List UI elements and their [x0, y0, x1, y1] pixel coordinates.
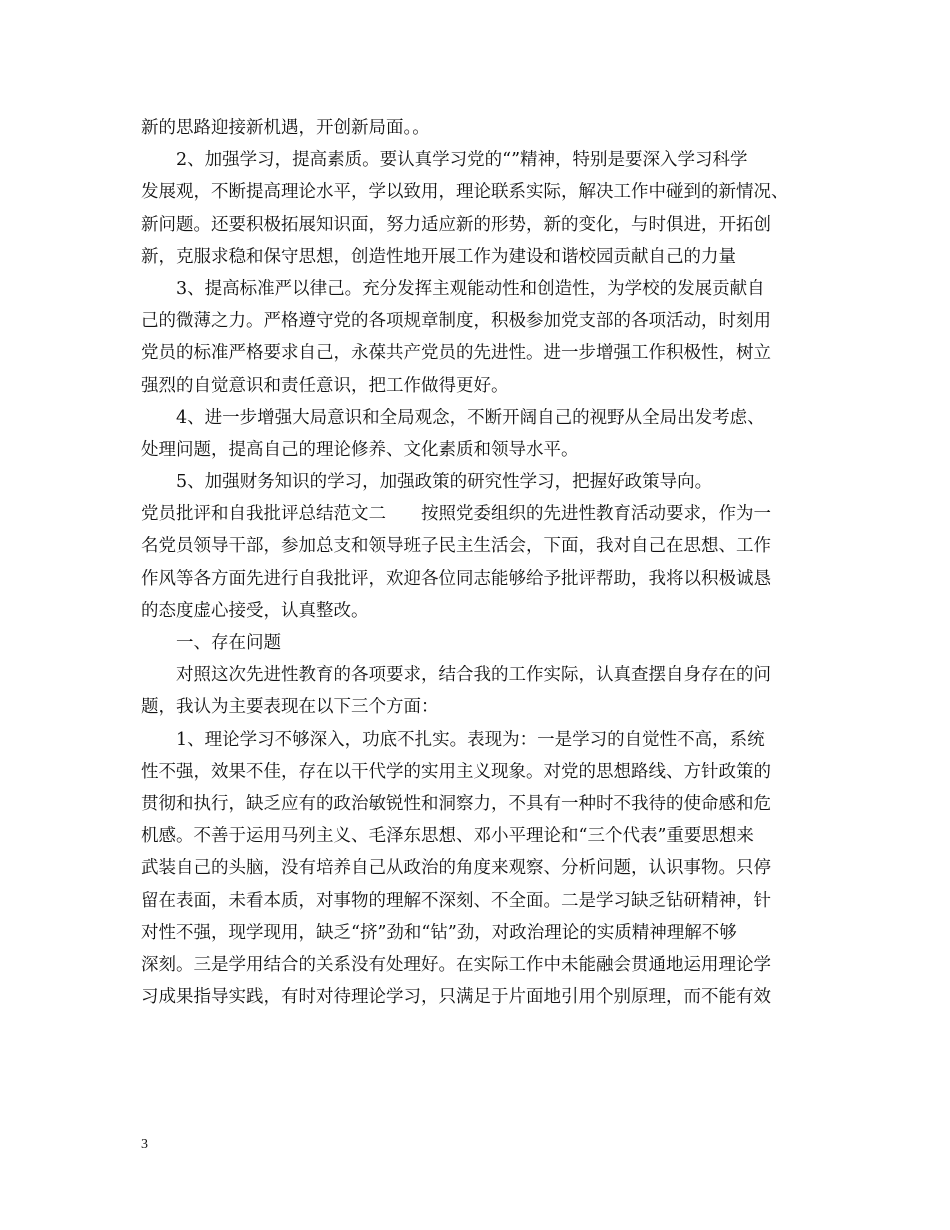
- text-line: 武装自己的头脑，没有培养自己从政治的角度来观察、分析问题，认识事物。只停: [141, 858, 771, 879]
- text-line: 题，我认为主要表现在以下三个方面：: [141, 697, 439, 718]
- text-line: 性不强，效果不佳，存在以干代学的实用主义现象。对党的思想路线、方针政策的: [141, 761, 771, 782]
- text-line: 5、加强财务知识的学习，加强政策的研究性学习，把握好政策导向。: [176, 472, 713, 493]
- text-line: 2、加强学习，提高素质。要认真学习党的“”精神，特别是要深入学习科学: [176, 150, 748, 171]
- text-line: 处理问题，提高自己的理论修养、文化素质和领导水平。: [141, 439, 579, 460]
- text-line: 3、提高标准严以律己。充分发挥主观能动性和创造性，为学校的发展贡献自: [176, 278, 765, 299]
- text-line: 党员批评和自我批评总结范文二 按照党委组织的先进性教育活动要求，作为一: [141, 504, 771, 525]
- body-text: [141, 112, 821, 1013]
- page-number: 3: [141, 1137, 148, 1152]
- text-line: 贯彻和执行，缺乏应有的政治敏锐性和洞察力，不具有一种时不我待的使命感和危: [141, 793, 771, 814]
- text-line: 机感。不善于运用马列主义、毛泽东思想、邓小平理论和“三个代表”重要思想来: [141, 826, 754, 847]
- text-line: 一、存在问题: [176, 633, 281, 653]
- text-line: 对性不强，现学现用，缺乏“挤”劲和“钻”劲，对政治理论的实质精神理解不够: [141, 922, 737, 943]
- text-line: 的态度虚心接受，认真整改。: [141, 600, 369, 621]
- text-line: 党员的标准严格要求自己，永葆共产党员的先进性。进一步增强工作积极性，树立: [141, 343, 771, 364]
- text-line: 新的思路迎接新机遇，开创新局面。。: [141, 118, 430, 138]
- text-line: 名党员领导干部，参加总支和领导班子民主生活会，下面，我对自己在思想、工作: [141, 536, 771, 557]
- text-line: 新问题。还要积极拓展知识面，努力适应新的形势，新的变化，与时俱进，开拓创: [141, 214, 771, 235]
- text-line: 留在表面，未看本质，对事物的理解不深刻、不全面。二是学习缺乏钻研精神，针: [141, 890, 771, 911]
- text-line: 发展观，不断提高理论水平，学以致用，理论联系实际，解决工作中碰到的新情况、: [141, 182, 789, 203]
- text-line: 4、进一步增强大局意识和全局观念，不断开阔自己的视野从全局出发考虑、: [176, 407, 765, 428]
- text-line: 深刻。三是学用结合的关系没有处理好。在实际工作中未能融会贯通地运用理论学: [141, 954, 771, 975]
- text-line: 1、理论学习不够深入，功底不扎实。表现为：一是学习的自觉性不高，系统: [176, 729, 765, 750]
- text-line: 习成果指导实践，有时对待理论学习，只满足于片面地引用个别原理，而不能有效: [141, 987, 771, 1008]
- text-line: 己的微薄之力。严格遵守党的各项规章制度，积极参加党支部的各项活动，时刻用: [141, 311, 771, 332]
- text-line: 新，克服求稳和保守思想，创造性地开展工作为建设和谐校园贡献自己的力量: [141, 246, 736, 267]
- text-line: 作风等各方面先进行自我批评，欢迎各位同志能够给予批评帮助，我将以积极诚恳: [141, 568, 771, 589]
- text-line: 对照这次先进性教育的各项要求，结合我的工作实际，认真查摆自身存在的问: [176, 665, 771, 686]
- text-line: 强烈的自觉意识和责任意识，把工作做得更好。: [141, 375, 509, 396]
